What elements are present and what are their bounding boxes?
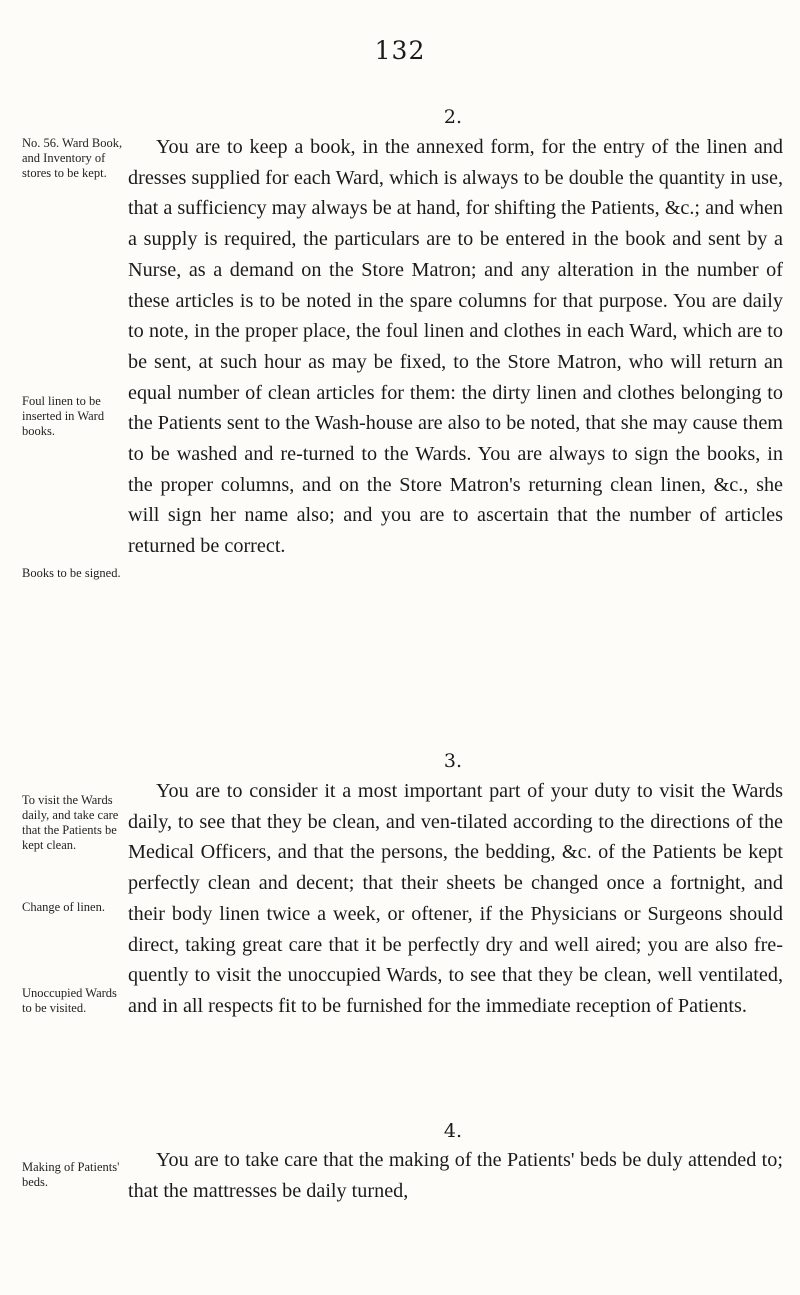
section-number-2: 2. <box>443 106 463 128</box>
margin-note-ward-book: No. 56. Ward Book, and Inventory of stores to be kept. <box>22 136 123 180</box>
margin-note-making-beds: Making of Patients' beds. <box>22 1160 120 1189</box>
section-3-paragraph: You are to consider it a most important part of your duty to visit the Wards daily, to see that they be clean, and ven-tilated according to the directions of the Medical Officers, and that the persons, the bedding, &c. of the Patients be kept perfectly clean and decent; that their sheets be changed once a fortnight, and their body linen twice a week, or oftener, if the Physicians or Surgeons should direct, taking great care that it be perfectly dry and well aired; you are also fre-quently to visit the unoccupied Wards, to see that they be clean, well ventilated, and in all respects fit to be furnished for the immediate reception of Patients. <box>128 780 783 1017</box>
section-2-paragraph: You are to keep a book, in the annexed form, for the entry of the linen and dresses supplied for each Ward, which is always to be double the quantity in use, that a sufficiency may always be at hand, for shifting the Patients, &c.; and when a supply is required, the particulars are to be entered in the book and sent by a Nurse, as a demand on the Store Matron; and any alteration in the number of these articles is to be noted in the spare columns for that purpose. You are daily to note, in the proper place, the foul linen and clothes in each Ward, which are to be sent, at such hour as may be fixed, to the Store Matron, who will return an equal number of clean articles for them: the dirty linen and clothes belonging to the Patients sent to the Wash-house are also to be noted, that she may cause them to be washed and re-turned to the Wards. You are always to sign the books, in the proper columns, and on the Store Matron's returning clean linen, &c., she will sign her name also; and you are to ascertain that the number of articles returned be correct. <box>128 136 783 558</box>
page-number: 132 <box>374 36 426 65</box>
margin-note-foul-linen: Foul linen to be inserted in Ward books. <box>22 394 105 438</box>
section-4-paragraph: You are to take care that the making of the Patients' beds be duly attended to; that the mattresses be daily turned, <box>128 1149 783 1202</box>
margin-note-visit-wards: To visit the Wards daily, and take care that the Patients be kept clean. <box>22 793 119 852</box>
section-number-4: 4. <box>443 1120 463 1142</box>
margin-note-unoccupied-wards: Unoccupied Wards to be visited. <box>22 986 117 1015</box>
section-number-3: 3. <box>443 750 463 772</box>
margin-note-change-linen: Change of linen. <box>22 900 105 914</box>
margin-note-books-signed: Books to be signed. <box>22 566 121 580</box>
